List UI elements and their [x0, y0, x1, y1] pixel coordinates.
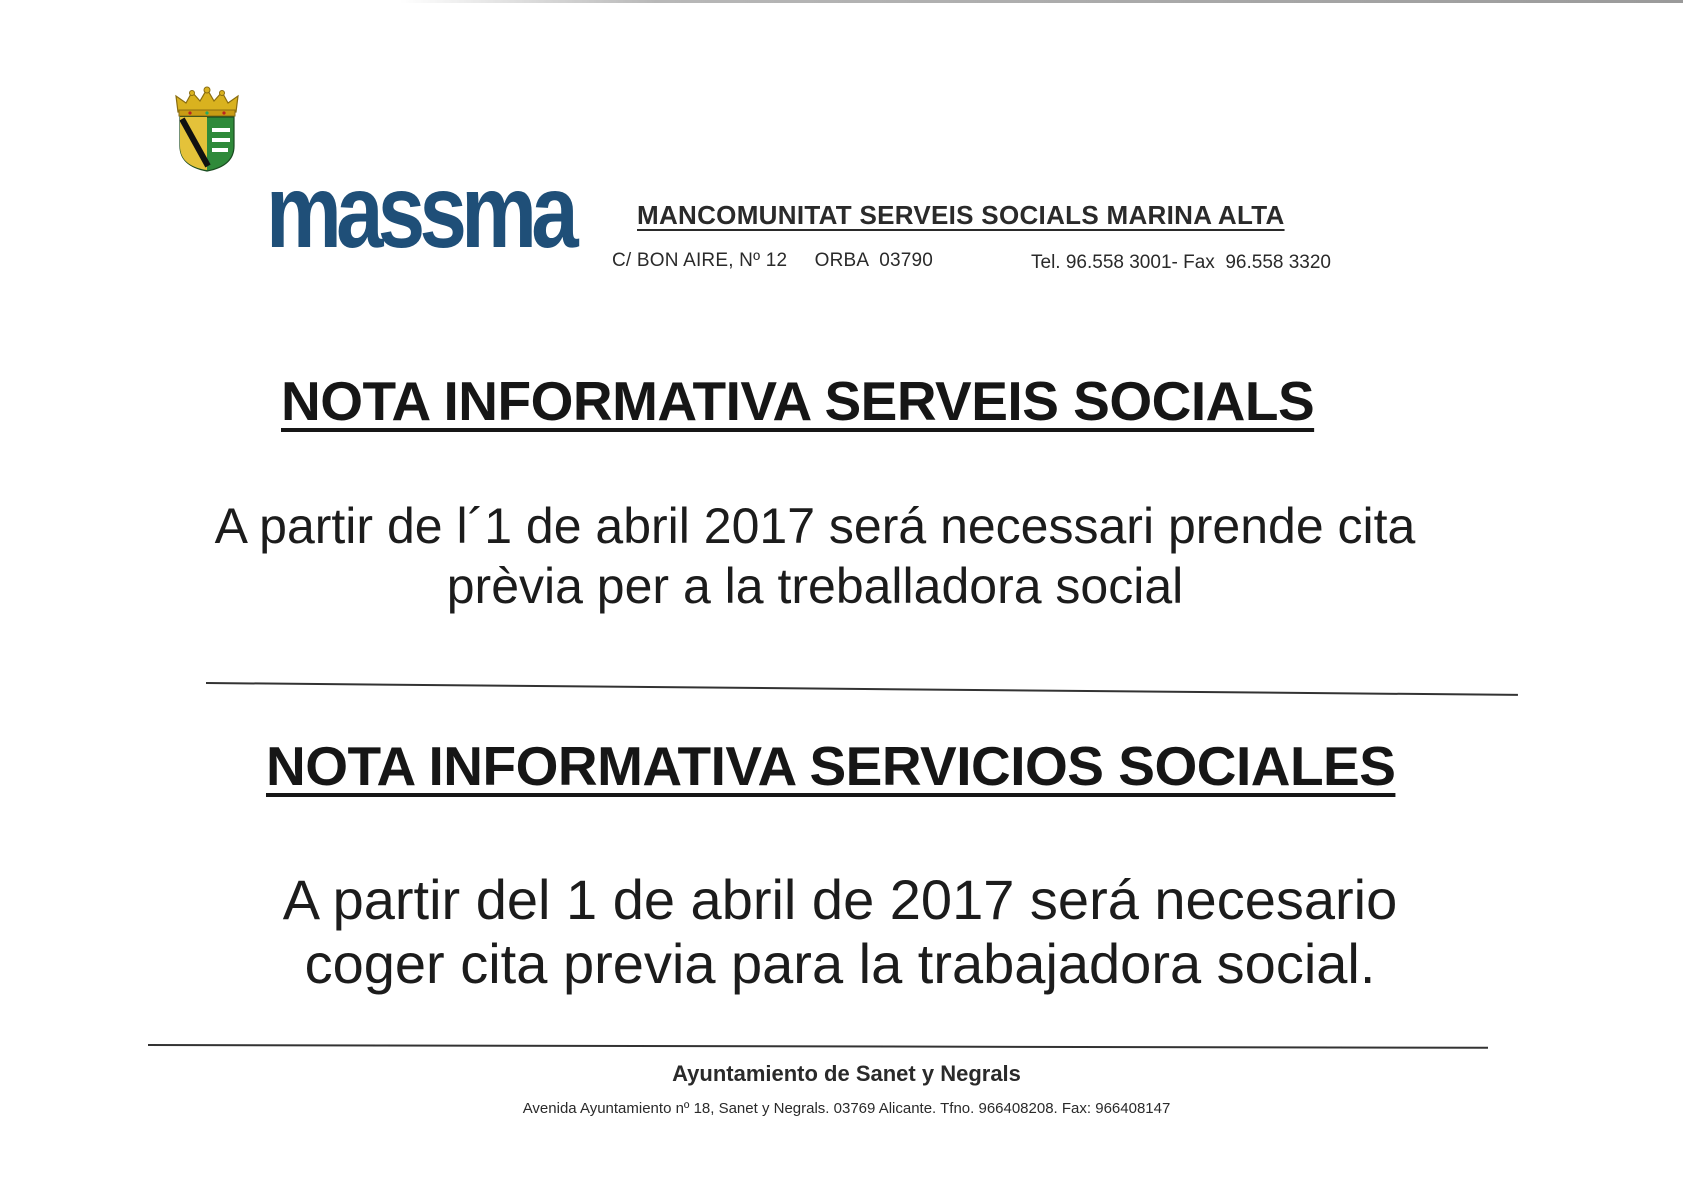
massma-logo: massma [266, 154, 573, 270]
section-divider [206, 682, 1518, 696]
heading-spanish: NOTA INFORMATIVA SERVICIOS SOCIALES [266, 735, 1396, 797]
notice-spanish-text [200, 868, 1480, 996]
notice-valencian-text [150, 496, 1480, 616]
organization-name: MANCOMUNITAT SERVEIS SOCIALS MARINA ALTA [637, 200, 1285, 230]
notice-spanish-line-1: A partir del 1 de abril de 2017 será necesario [282, 868, 1398, 931]
heading-valencian: NOTA INFORMATIVA SERVEIS SOCIALS [281, 370, 1315, 432]
organization-address: C/ BON AIRE, Nº 12 ORBA 03790 [612, 250, 934, 271]
notice-spanish-line-2: coger cita previa para la trabajadora social. [304, 932, 1376, 995]
scan-top-edge [400, 0, 1683, 3]
organization-phone-fax: Tel. 96.558 3001- Fax 96.558 3320 [1031, 252, 1332, 273]
municipal-coat-of-arms-icon [172, 86, 242, 172]
footer-organization-name: Ayuntamiento de Sanet y Negrals [672, 1061, 1021, 1086]
footer-address: Avenida Ayuntamiento nº 18, Sanet y Negrals. 03769 Alicante. Tfno. 966408208. Fax: 966408147 [522, 1100, 1171, 1117]
notice-valencian-line-1: A partir de l´1 de abril 2017 será necessari prende cita [214, 498, 1416, 554]
footer-divider [148, 1044, 1488, 1048]
notice-valencian-line-2: prèvia per a la treballadora social [446, 558, 1184, 614]
